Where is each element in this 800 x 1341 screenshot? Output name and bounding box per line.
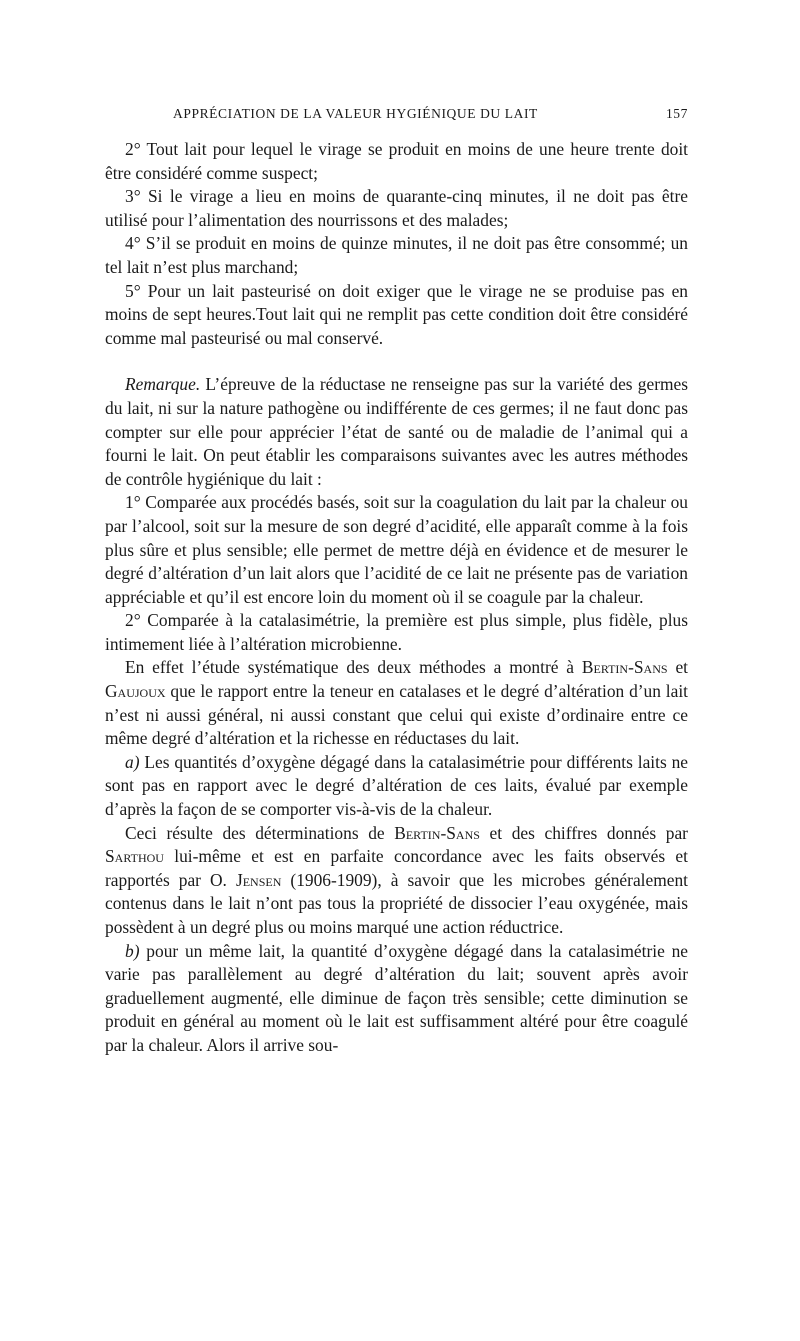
text-segment: (1906-1909), à savoir que les microbes généralement contenus dans le lait n’ont pas tous la propriété de dissocier l’eau oxygénée, mais possèdent à un degré plus ou moins marqué une action réductrice. <box>105 869 688 937</box>
paragraph-en-effet <box>105 656 688 750</box>
paragraph-remarque <box>105 373 688 491</box>
paragraph-comparison-1: 1° Comparée aux procédés basés, soit sur la coagulation du lait par la chaleur ou par l’alcool, soit sur la mesure de son degré d’acidité, elle apparaît comme à la fois plus sûre et plus sensible; elle permet de mettre déjà en évidence et de mesurer le degré d’altération d’un lait alors que l’acidité de ce lait ne présente pas de variation appréciable et qu’il est encore loin du moment où il se coagule par la chaleur. <box>105 492 688 607</box>
author-name: Bertin-Sans <box>581 657 668 678</box>
point-label: b) <box>125 940 140 961</box>
text-segment: pour un même lait, la quantité d’oxygène dégagé dans la catalasimétrie ne varie pas parallèlement au degré d’altération du lait; souvent après avoir graduellement augmenté, elle diminue de façon très sensible; cette diminution se produit en général au moment où le lait est suffisamment altéré pour être coagulé par la chaleur. Alors il arrive sou- <box>105 940 688 1055</box>
text-segment: Les quantités d’oxygène dégagé dans la catalasimétrie pour différents laits ne sont pas en rapport avec le degré d’altération de ces laits, évalué par exemple d’après la façon de se comporter vis-à-vis de la chaleur. <box>105 751 688 820</box>
text-segment: et <box>667 657 688 678</box>
running-header <box>105 100 688 120</box>
paragraph-ceci-resulte <box>105 822 688 940</box>
running-title: APPRÉCIATION DE LA VALEUR HYGIÉNIQUE DU LAIT <box>173 106 538 121</box>
text-segment: Ceci résulte des déterminations de <box>125 822 395 843</box>
paragraph-list-item-2: 2° Tout lait pour lequel le virage se produit en moins de une heure trente doit être considéré comme suspect; <box>105 139 688 183</box>
author-name: Sarthou <box>105 846 164 867</box>
page-number: 157 <box>665 106 688 121</box>
author-name: Gaujoux <box>105 681 166 702</box>
body-text <box>105 138 688 1058</box>
text-segment: et des chiffres donnés par <box>479 822 688 843</box>
point-label: a) <box>125 751 140 772</box>
text-segment: lui-même et est en parfaite concordance avec les faits observés et rapportés par O. <box>105 846 688 890</box>
remarque-text: L’épreuve de la réductase ne renseigne pas sur la variété des germes du lait, ni sur la nature pathogène ou indifférente de ces germes; il ne faut donc pas compter sur elle pour apprécier l’état de santé ou de maladie de l’animal qui a fourni le lait. On peut établir les comparaisons suivantes avec les autres méthodes de contrôle hygiénique du lait : <box>105 374 688 489</box>
author-name: Jensen <box>235 869 282 890</box>
paragraph-list-item-4: 4° S’il se produit en moins de quinze minutes, il ne doit pas être consommé; un tel lait n’est plus marchand; <box>105 233 688 277</box>
book-page <box>105 100 688 1058</box>
paragraph-list-item-3: 3° Si le virage a lieu en moins de quarante-cinq minutes, il ne doit pas être utilisé pour l’alimentation des nourrissons et des malades; <box>105 186 688 230</box>
remarque-label: Remarque. <box>125 374 201 395</box>
text-segment: que le rapport entre la teneur en catalases et le degré d’altération d’un lait n’est ni aussi général, ni aussi constant que celui qui existe d’ordinaire entre ce même degré d’altération et la richesse en réductases du lait. <box>105 681 688 749</box>
text-segment: En effet l’étude systématique des deux méthodes a montré à <box>125 657 582 678</box>
paragraph-comparison-2: 2° Comparée à la catalasimétrie, la première est plus simple, plus fidèle, plus intimement liée à l’altération microbienne. <box>105 610 688 654</box>
paragraph-list-item-5: 5° Pour un lait pasteurisé on doit exiger que le virage ne se produise pas en moins de sept heures.Tout lait qui ne remplit pas cette condition doit être considéré comme mal pasteurisé ou mal conservé. <box>105 280 688 348</box>
paragraph-point-a <box>105 751 688 822</box>
author-name: Bertin-Sans <box>394 822 480 843</box>
paragraph-point-b <box>105 940 688 1058</box>
